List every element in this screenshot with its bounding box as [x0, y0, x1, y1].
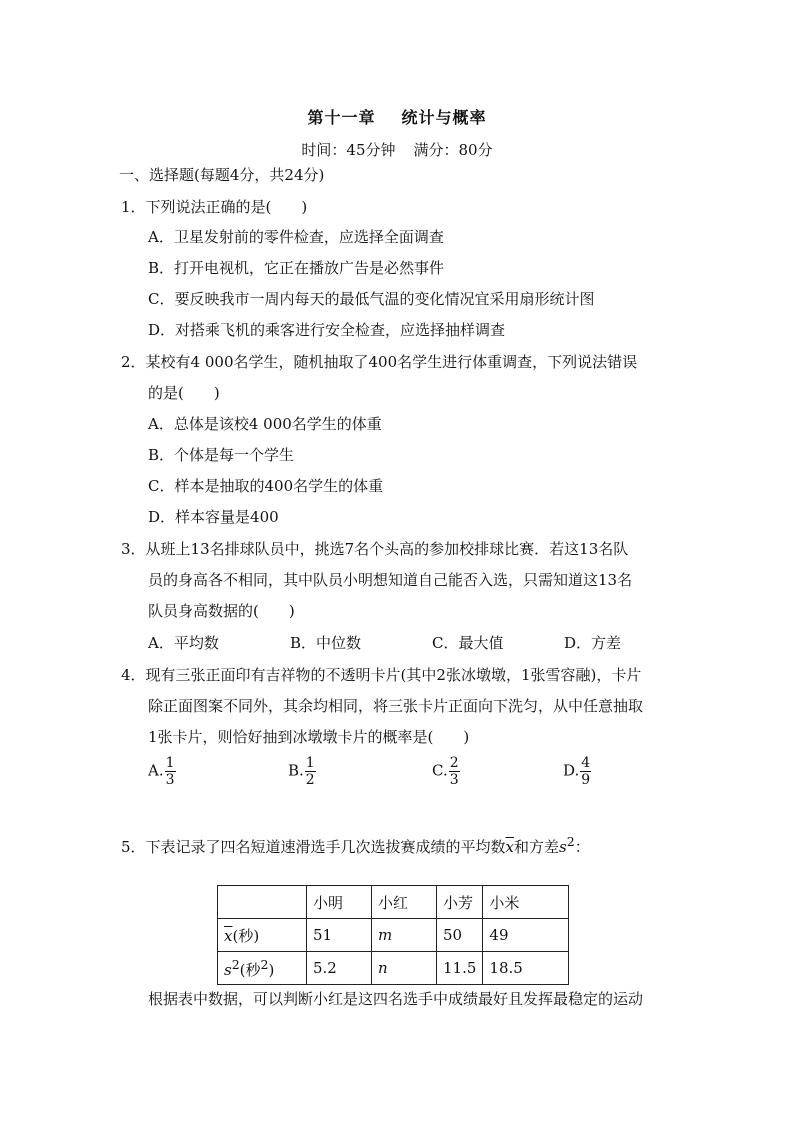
q3-stem-line2: 员的身高各不相同，其中队员小明想知道自己能否入选，只需知道这13名: [148, 571, 633, 589]
q5-stem-end: ：: [574, 838, 590, 856]
table-header-cell: 小红: [372, 886, 437, 919]
table-cell: 18.5: [483, 952, 569, 985]
table-header-cell: 小明: [307, 886, 372, 919]
q4-stem-line3: 1张卡片，则恰好抽到冰墩墩卡片的概率是( ): [148, 728, 470, 746]
scores-table: [217, 885, 569, 985]
fraction-numerator: 1: [165, 755, 175, 771]
table-header-cell: [218, 886, 307, 919]
mean-symbol: $\overline{x}$: [505, 838, 515, 856]
chapter-topic: 统计与概率: [401, 108, 487, 127]
q4-stem-line1: 4．现有三张正面印有吉祥物的不透明卡片(其中2张冰墩墩，1张雪容融)，卡片: [121, 666, 642, 684]
unit-label: (秒): [232, 926, 260, 945]
page-title: [0, 109, 794, 127]
fraction-denominator: 3: [165, 772, 175, 788]
q4-option-d: [563, 755, 591, 788]
variance-exponent: 2: [231, 956, 240, 972]
table-cell: 49: [483, 919, 569, 952]
variance-symbol: s: [559, 838, 567, 856]
row-label-variance: [218, 952, 307, 985]
q5-stem: [121, 833, 590, 856]
q4-stem-line2: 除正面图案不同外，其余均相同，将三张卡片正面向下洗匀，从中任意抽取: [148, 697, 644, 715]
fraction-numerator: 1: [305, 755, 315, 771]
fraction-numerator: 2: [449, 755, 459, 771]
fraction-denominator: 9: [581, 772, 591, 788]
chapter-label: 第十一章: [307, 108, 376, 127]
q4-option-d-label: D.: [563, 761, 580, 780]
q2-option-d: D．样本容量是400: [148, 508, 279, 526]
fraction-denominator: 3: [449, 772, 459, 788]
exam-info: [0, 141, 794, 159]
q5-conclusion: 根据表中数据，可以判断小红是这四名选手中成绩最好且发挥最稳定的运动: [148, 990, 644, 1008]
table-cell: [372, 952, 437, 985]
unknown-n: n: [378, 959, 388, 977]
row-label-mean: [218, 919, 307, 952]
q2-stem-line2: 的是( ): [148, 384, 220, 402]
q1-stem: 1．下列说法正确的是( ): [121, 198, 308, 216]
q2-option-c: C．样本是抽取的400名学生的体重: [148, 477, 384, 495]
q3-option-b: B．中位数: [290, 634, 362, 652]
variance-symbol: s: [224, 960, 232, 979]
table-cell: 51: [307, 919, 372, 952]
q3-option-d: D．方差: [564, 634, 622, 652]
table-header-cell: 小芳: [437, 886, 483, 919]
variance-exponent: 2: [566, 834, 575, 849]
q3-option-c: C．最大值: [432, 634, 504, 652]
q4-option-a: [148, 755, 176, 788]
q1-option-d: D．对搭乘飞机的乘客进行安全检查，应选择抽样调查: [148, 321, 506, 339]
q1-option-b: B．打开电视机，它正在播放广告是必然事件: [148, 259, 445, 277]
q5-stem-mid: 和方差: [514, 838, 560, 856]
q3-stem-line3: 队员身高数据的( ): [148, 602, 295, 620]
q1-option-a: A．卫星发射前的零件检查，应选择全面调查: [148, 228, 444, 246]
q2-option-a: A．总体是该校4 000名学生的体重: [148, 415, 382, 433]
unit-close: ): [268, 960, 275, 979]
q4-option-d-fraction: [580, 755, 591, 788]
q4-option-c-fraction: [449, 755, 460, 788]
time-limit: 时间：45分钟: [301, 141, 396, 159]
q2-stem-line1: 2．某校有4 000名学生，随机抽取了400名学生进行体重调查，下列说法错误: [121, 353, 638, 371]
table-cell: 5.2: [307, 952, 372, 985]
unit-label: (秒: [239, 960, 261, 979]
q4-option-a-label: A.: [148, 761, 164, 780]
table-row: [218, 919, 569, 952]
table-cell: [372, 919, 437, 952]
mean-symbol: $\overline{x}$: [224, 926, 233, 945]
q4-option-b-label: B.: [288, 761, 304, 780]
q5-stem-text: 5．下表记录了四名短道速滑选手几次选拔赛成绩的平均数: [121, 838, 506, 856]
q4-option-b-fraction: [305, 755, 316, 788]
q4-option-b: [288, 755, 316, 788]
q3-option-a: A．平均数: [148, 634, 219, 652]
table-header-row: [218, 886, 569, 919]
q4-option-c: [432, 755, 460, 788]
full-score: 满分：80分: [413, 141, 493, 159]
section-heading: 一、选择题(每题4分，共24分): [119, 166, 325, 184]
q2-option-b: B．个体是每一个学生: [148, 446, 295, 464]
q4-option-c-label: C.: [432, 761, 448, 780]
q1-option-c: C．要反映我市一周内每天的最低气温的变化情况宜采用扇形统计图: [148, 290, 595, 308]
table-row: [218, 952, 569, 985]
unit-exponent: 2: [260, 956, 269, 972]
table-cell: 11.5: [437, 952, 483, 985]
unknown-m: m: [378, 926, 393, 944]
q3-stem-line1: 3．从班上13名排球队员中，挑选7名个头高的参加校排球比赛．若这13名队: [121, 540, 629, 558]
fraction-numerator: 4: [581, 755, 591, 771]
fraction-denominator: 2: [305, 772, 315, 788]
table-cell: 50: [437, 919, 483, 952]
q4-option-a-fraction: [165, 755, 176, 788]
table-header-cell: 小米: [483, 886, 569, 919]
